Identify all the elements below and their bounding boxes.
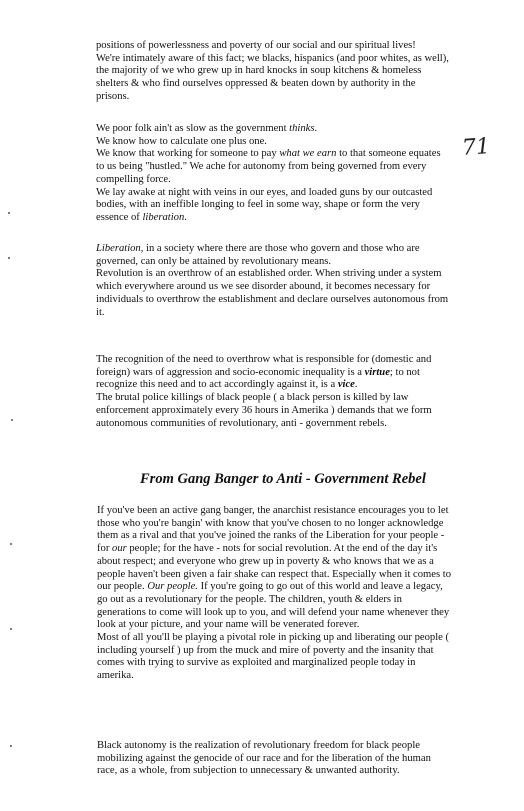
text-line: recognize this need and to act accordingly against it, is a vice.	[96, 379, 358, 391]
text-line: The brutal police killings of black people ( a black person is killed by law	[96, 392, 409, 404]
text-line: individuals to overthrow the establishment and declare ourselves autonomous from	[96, 293, 449, 305]
text-line: enforcement approximately every 36 hours in Amerika ) demands that we form	[96, 404, 432, 416]
section-heading: From Gang Banger to Anti - Government Rebel	[140, 471, 426, 487]
text-line: our people. Our people. If you're going to go out of this world and leave a legacy,	[97, 581, 443, 593]
text-line: compelling force.	[96, 173, 171, 185]
text-line: people haven't been given a fair shake can respect that. Especially when it comes to	[97, 568, 452, 580]
text-line: Liberation, in a society where there are those who govern and those who are	[96, 243, 420, 254]
scan-speck	[8, 212, 10, 214]
text-line: which everywhere around us we see disorder abound, it becomes necessary for	[96, 281, 431, 293]
text-line: the majority of we who grew up in hard knocks in soup kitchens & homeless	[96, 65, 422, 77]
scan-speck	[11, 419, 13, 421]
paragraph-powerlessness	[96, 40, 491, 104]
text-line: go out as a revolutionary for the people. The children, youth & elders in	[97, 593, 402, 605]
paragraph-poor-folk	[96, 123, 491, 225]
text-line: bodies, with an ineffible longing to feel in some way, shape or form the very	[96, 199, 420, 211]
scan-speck	[8, 257, 10, 259]
text-line: prisons.	[96, 90, 130, 102]
text-line: those who you're bangin' with know that you've chosen to no longer acknowledge	[97, 517, 444, 529]
text-line: including yourself ) up from the muck and mire of poverty and the insanity that	[97, 644, 434, 656]
text-line: comes with trying to survive as exploited and marginalized people today in	[97, 657, 416, 669]
paragraph-black-autonomy	[97, 740, 491, 778]
paragraph-recognition	[96, 354, 491, 430]
text-line: to us being "hustled." We ache for autonomy from being governed from every	[96, 161, 427, 173]
text-line: Revolution is an overthrow of an established order. When striving under a system	[96, 268, 442, 280]
text-line: it.	[96, 306, 105, 318]
paragraph-gang-banger	[97, 505, 491, 683]
scan-speck	[10, 745, 12, 747]
scan-speck	[10, 543, 12, 545]
scan-speck	[10, 628, 12, 630]
text-line: race, as a whole, from subjection to unnecessary & unwanted authority.	[97, 765, 400, 777]
text-line: for our people; for the have - nots for social revolution. At the end of the day it's	[97, 543, 438, 555]
text-line: governed, can only be attained by revolutionary means.	[96, 255, 332, 267]
text-line: We know that working for someone to pay what we earn to that someone equates	[96, 148, 441, 160]
text-line: foreign) wars of aggression and socio-economic inequality is a virtue; to not	[96, 366, 420, 378]
text-line: We're intimately aware of this fact; we blacks, hispanics (and poor whites, as well),	[96, 52, 449, 64]
text-line: If you've been an active gang banger, the anarchist resistance encourages you to let	[97, 505, 449, 516]
text-line: mobilizing against the genocide of our race and for the liberation of the human	[97, 752, 431, 764]
text-line: We lay awake at night with veins in our eyes, and loaded guns by our outcasted	[96, 186, 433, 198]
paragraph-liberation	[96, 243, 491, 319]
text-line: essence of liberation.	[96, 211, 187, 223]
text-line: them as a rival and that you've joined the ranks of the Liberation for your people -	[97, 530, 445, 542]
text-line: We poor folk ain't as slow as the government thinks.	[96, 123, 318, 134]
text-line: shelters & who find ourselves oppressed & beaten down by authority in the	[96, 78, 416, 90]
text-line: positions of powerlessness and poverty of our social and our spiritual lives!	[96, 40, 416, 51]
text-line: autonomous communities of revolutionary, anti - government rebels.	[96, 417, 387, 429]
handwritten-page-number: 71	[461, 134, 491, 161]
text-line: generations to come will look up to you, and will defend your name whenever they	[97, 606, 450, 618]
text-line: about respect; and everyone who grew up in poverty & who knows that we as a	[97, 555, 434, 567]
text-line: amerika.	[97, 670, 134, 682]
text-line: Most of all you'll be playing a pivotal role in picking up and liberating our people (	[97, 632, 450, 644]
text-line: Black autonomy is the realization of revolutionary freedom for black people	[97, 740, 420, 751]
text-line: The recognition of the need to overthrow what is responsible for (domestic and	[96, 354, 432, 365]
text-line: We know how to calculate one plus one.	[96, 135, 267, 147]
text-line: look at your picture, and your name will be venerated forever.	[97, 619, 360, 631]
